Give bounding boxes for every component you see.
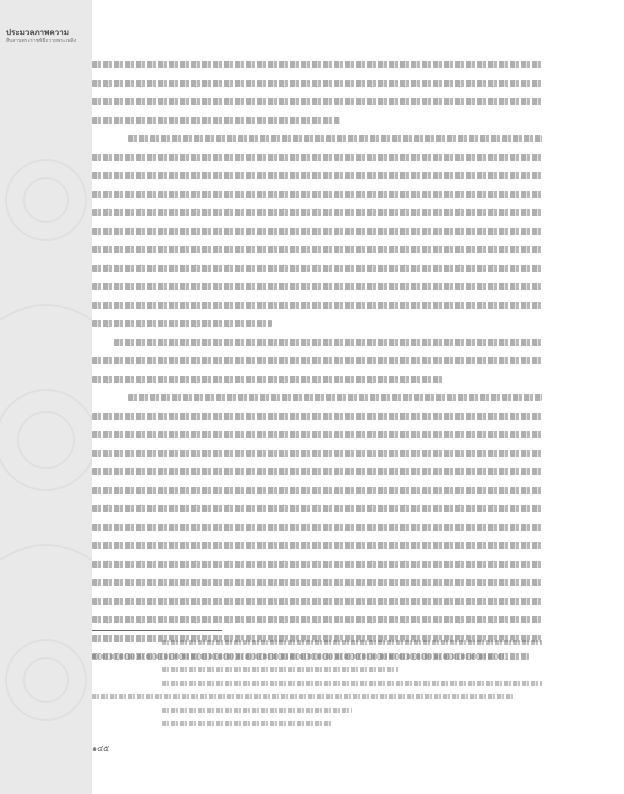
text-line <box>92 320 542 328</box>
text-line-fill <box>92 561 542 568</box>
page-margin-sidebar <box>0 0 92 794</box>
text-line <box>92 228 542 236</box>
decorative-pattern-icon <box>0 120 92 760</box>
text-line <box>92 302 542 310</box>
text-line-fill <box>92 524 542 531</box>
text-line-fill <box>92 154 542 161</box>
text-line <box>92 542 542 550</box>
text-line <box>92 80 542 88</box>
text-line-fill <box>92 487 542 494</box>
text-line-fill <box>92 283 542 290</box>
text-line-fill <box>92 172 542 179</box>
header-subtitle: สืบสานพระราชพิธีถวายพระเพลิง <box>6 38 77 44</box>
footnote-line-fill <box>92 654 506 659</box>
text-line <box>92 487 542 495</box>
footnote-line <box>92 640 542 646</box>
text-line-fill <box>114 339 542 346</box>
body-text <box>92 60 542 672</box>
text-line-fill <box>128 135 542 142</box>
text-line <box>92 376 542 384</box>
text-line <box>92 154 542 162</box>
text-line-fill <box>92 320 272 327</box>
text-line <box>92 172 542 180</box>
text-line <box>92 357 542 365</box>
footnote-line <box>92 681 542 687</box>
text-line-fill <box>92 302 542 309</box>
text-line-fill <box>92 616 542 623</box>
footnote-line <box>92 708 542 714</box>
text-line-fill <box>92 413 542 420</box>
footnote-line <box>92 721 542 727</box>
text-line <box>92 579 542 587</box>
text-line-fill <box>92 357 542 364</box>
text-line <box>92 616 542 624</box>
footnote-line-fill <box>162 681 542 686</box>
text-line-fill <box>92 228 542 235</box>
text-line <box>92 98 542 106</box>
text-line <box>92 394 542 402</box>
text-line <box>92 468 542 476</box>
footnote-line-fill <box>162 721 333 726</box>
text-line <box>92 191 542 199</box>
text-line-fill <box>92 61 542 68</box>
text-line-fill <box>92 598 542 605</box>
footnotes <box>92 640 542 735</box>
text-line <box>92 283 542 291</box>
text-line-fill <box>92 542 542 549</box>
header-title: ประมวลภาพความ <box>6 28 69 37</box>
text-line-fill <box>92 98 542 105</box>
text-line <box>92 505 542 513</box>
text-line-fill <box>92 80 542 87</box>
text-line <box>92 339 542 347</box>
running-header <box>6 28 96 45</box>
footnote-line <box>92 667 542 673</box>
text-line-fill <box>92 468 542 475</box>
text-line-fill <box>92 505 542 512</box>
text-line <box>92 117 542 125</box>
text-line-fill <box>92 117 340 124</box>
text-line <box>92 265 542 273</box>
page-number: ๑๔๕ <box>92 744 110 753</box>
text-line <box>92 524 542 532</box>
text-line <box>92 450 542 458</box>
text-line <box>92 561 542 569</box>
text-line-fill <box>92 209 542 216</box>
footnote-line-fill <box>162 667 398 672</box>
text-line-fill <box>92 191 542 198</box>
footnote-line <box>92 654 542 660</box>
text-line-fill <box>92 579 542 586</box>
footnote-divider <box>92 630 222 631</box>
text-line-fill <box>92 376 443 383</box>
text-line-fill <box>92 246 542 253</box>
text-line <box>92 246 542 254</box>
text-line <box>92 209 542 217</box>
text-line-fill <box>92 265 542 272</box>
text-line <box>92 413 542 421</box>
footnote-line <box>92 694 542 700</box>
footnote-line-fill <box>162 708 352 713</box>
text-line <box>92 135 542 143</box>
footnote-line-fill <box>162 640 542 645</box>
text-line <box>92 431 542 439</box>
text-line <box>92 61 542 69</box>
text-line-fill <box>92 431 542 438</box>
text-line-fill <box>128 394 542 401</box>
footnote-line-fill <box>92 694 515 699</box>
text-line <box>92 598 542 606</box>
text-line-fill <box>92 450 542 457</box>
